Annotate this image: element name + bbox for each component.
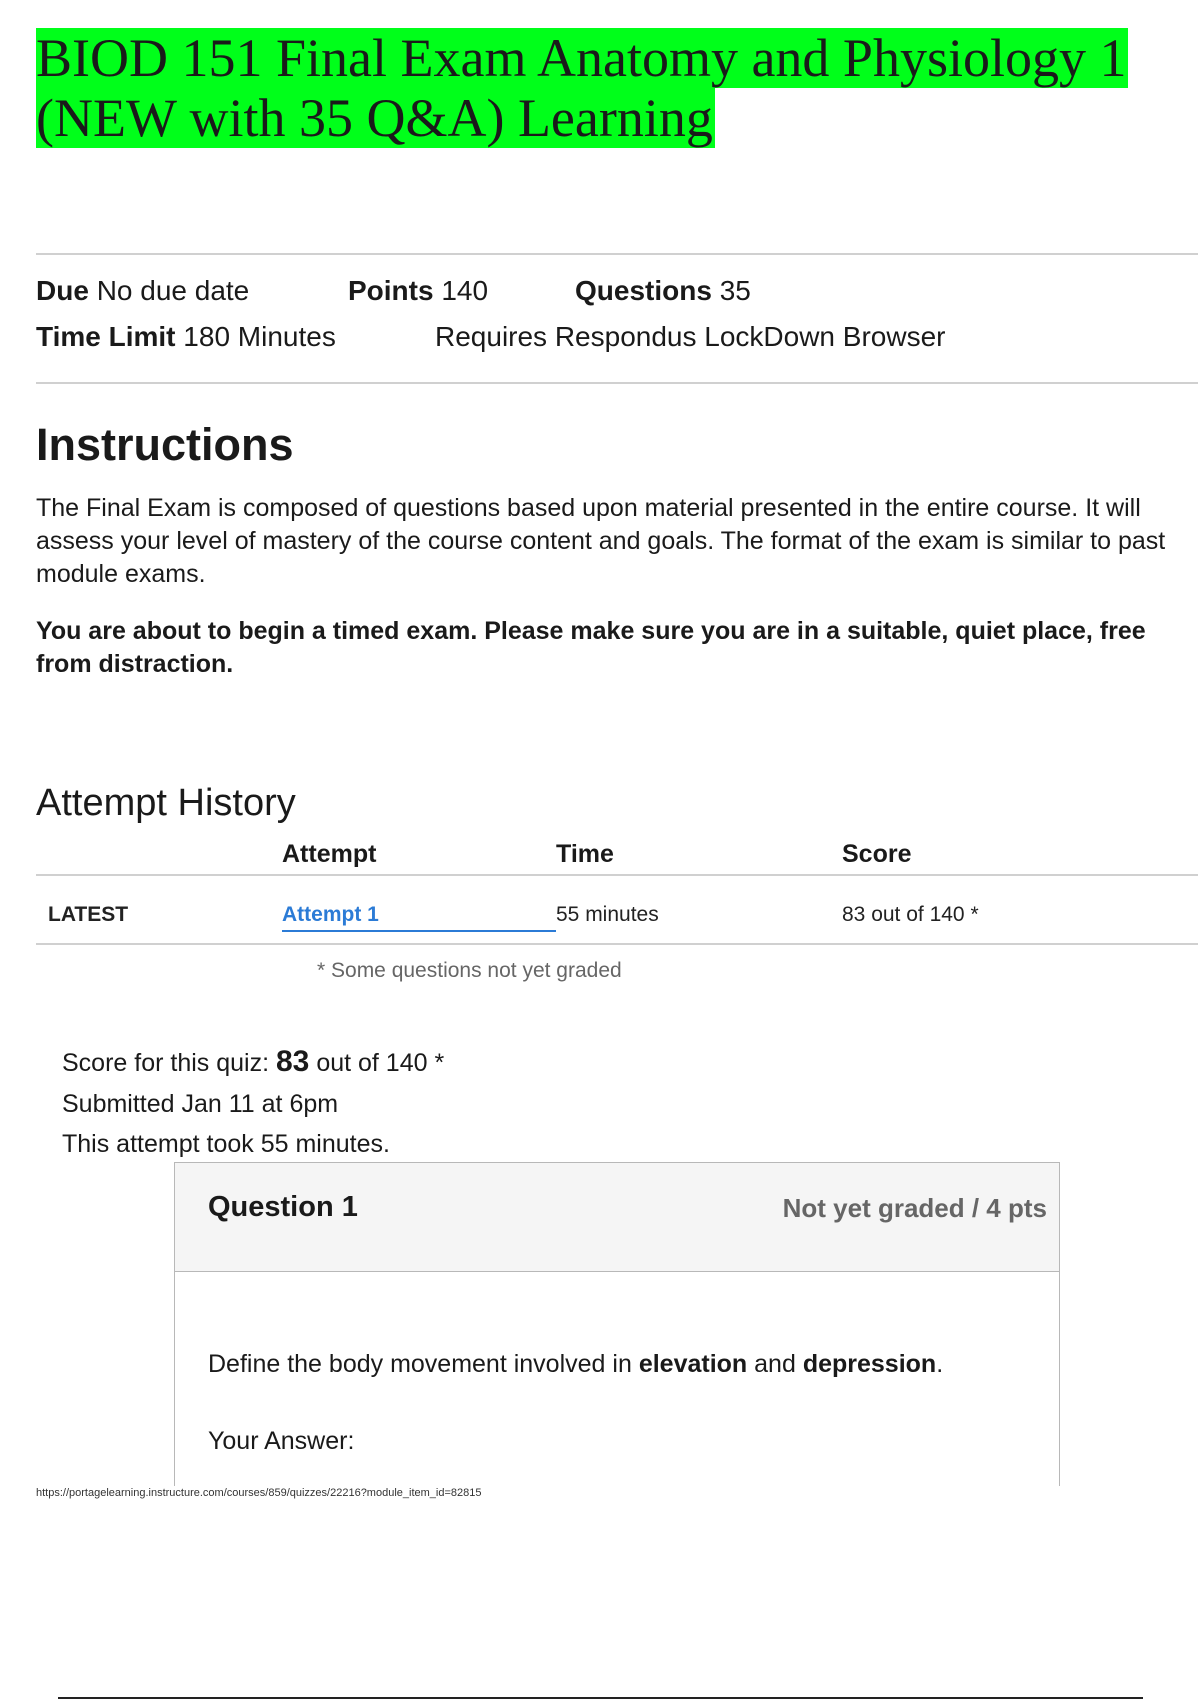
question-status: Not yet graded / 4 pts [782, 1193, 1047, 1223]
latest-badge: LATEST [48, 903, 129, 926]
time-limit-info [36, 320, 336, 354]
column-header-time: Time [556, 840, 614, 868]
title-highlight: BIOD 151 Final Exam Anatomy and Physiology 1 (NEW with 35 Q&A) Learning [36, 28, 1127, 148]
questions-label: Questions [575, 275, 712, 306]
attempt-time: 55 minutes [556, 903, 659, 926]
submitted-date: Submitted Jan 11 at 6pm [62, 1090, 339, 1118]
due-label: Due [36, 275, 89, 306]
question-text-end: . [936, 1350, 944, 1378]
instructions-heading: Instructions [36, 419, 294, 470]
questions-value: 35 [719, 275, 751, 306]
page-url: https://portagelearning.instructure.com/courses/859/quizzes/22216?module_item_id=82815 [36, 1487, 482, 1499]
attempt-history-heading: Attempt History [36, 782, 296, 824]
table-row-divider [36, 943, 1198, 945]
question-header [175, 1163, 1059, 1272]
question-card [174, 1162, 1060, 1486]
due-info [36, 274, 249, 308]
column-header-score: Score [842, 840, 912, 868]
term-elevation: elevation [638, 1350, 748, 1378]
timed-exam-warning: You are about to begin a timed exam. Please make sure you are in a suitable, quiet place, free from distraction. [36, 617, 1146, 678]
time-limit-value: 180 Minutes [183, 321, 336, 352]
column-header-attempt: Attempt [282, 840, 377, 868]
answer-label: Your Answer: [208, 1427, 355, 1455]
due-value: No due date [96, 275, 250, 306]
points-value: 140 [441, 275, 489, 306]
divider [36, 253, 1198, 255]
instructions-text: The Final Exam is composed of questions based upon material presented in the entire course. It will assess your level of mastery of the course content and goals. The format of the exam is similar to past module exams. [36, 494, 1166, 588]
score-suffix: out of 140 * [316, 1049, 445, 1077]
document-title [36, 28, 1186, 148]
attempt-duration: This attempt took 55 minutes. [62, 1130, 390, 1158]
bottom-divider [58, 1697, 1143, 1699]
score-value: 83 [275, 1045, 310, 1078]
question-title: Question 1 [208, 1191, 358, 1223]
points-label: Points [348, 275, 434, 306]
attempt-1-link[interactable]: Attempt 1 [282, 900, 556, 932]
score-prefix: Score for this quiz: [62, 1049, 270, 1077]
question-text-start: Define the body movement involved in [208, 1350, 632, 1378]
quiz-score [62, 1046, 444, 1079]
divider [36, 382, 1198, 384]
attempt-score: 83 out of 140 * [842, 903, 979, 926]
grading-footnote: * Some questions not yet graded [317, 959, 622, 982]
points-info [348, 274, 488, 308]
question-text [208, 1348, 943, 1380]
term-depression: depression [802, 1350, 937, 1378]
table-header-divider [36, 874, 1198, 876]
lockdown-requirement: Requires Respondus LockDown Browser [435, 321, 946, 352]
questions-info [575, 274, 751, 308]
question-text-middle: and [754, 1350, 796, 1378]
time-limit-label: Time Limit [36, 321, 176, 352]
